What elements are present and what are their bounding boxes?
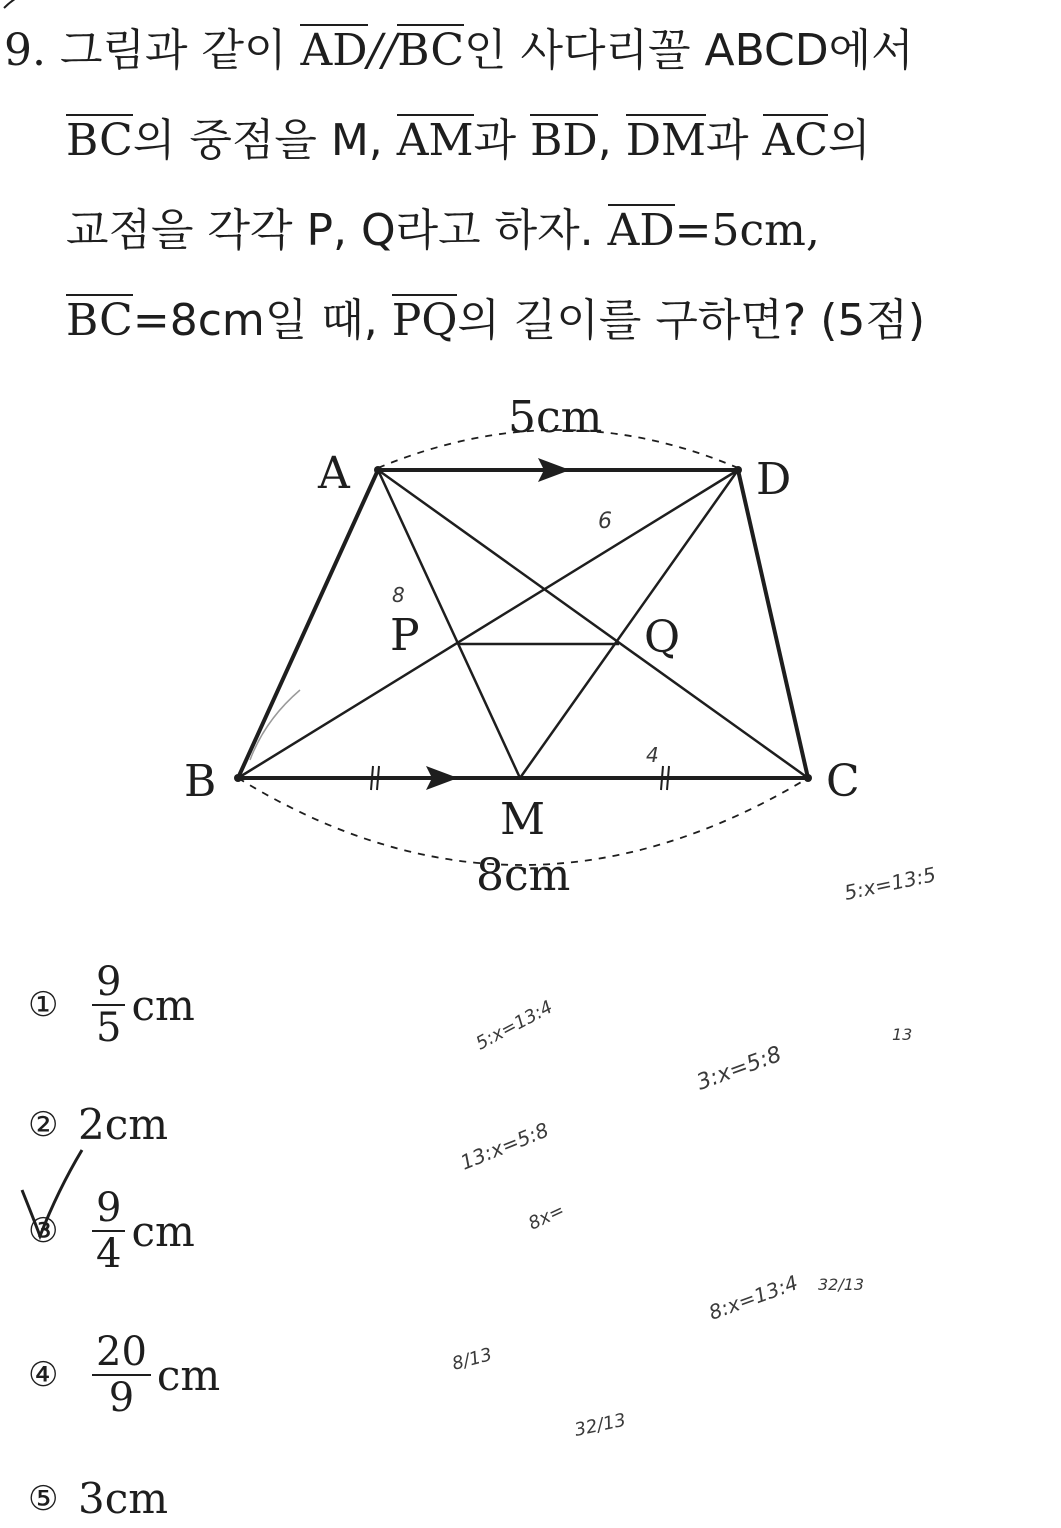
choice-3-number: ③ xyxy=(28,1211,59,1251)
note-1: 5:x=13:5 xyxy=(842,862,938,905)
problem-line-3: 교점을 각각 P, Q라고 하자. AD=5cm, xyxy=(66,205,820,256)
problem-number: 9. xyxy=(4,25,46,76)
label-c: C xyxy=(826,756,860,807)
segment-bc: BC xyxy=(397,25,465,76)
note-9: 8/13 xyxy=(449,1344,495,1375)
scribble-8: 8 xyxy=(392,583,405,607)
note-4: 13:x=5:8 xyxy=(456,1117,553,1175)
choice-4-fraction: $\frac{20}{9}$ xyxy=(92,1330,151,1420)
choice-2-number: ② xyxy=(28,1104,59,1145)
choice-1[interactable]: ① $\frac{9}{5}$ cm xyxy=(28,959,195,1051)
choice-2[interactable]: ② 2cm xyxy=(28,1100,169,1149)
label-m: M xyxy=(500,794,546,845)
note-7: 8:x=13:4 xyxy=(705,1270,802,1325)
label-a: A xyxy=(318,448,350,499)
choice-1-number: ① xyxy=(28,985,59,1025)
label-d: D xyxy=(756,454,792,505)
problem-line-4: BC=8cm일 때, PQ의 길이를 구하면? (5점) xyxy=(66,295,926,346)
note-8: 32/13 xyxy=(818,1275,865,1294)
problem-line-1: 9. 그림과 같이 AD//BC인 사다리꼴 ABCD에서 xyxy=(4,25,914,76)
note-10: 32/13 xyxy=(572,1409,628,1441)
label-q: Q xyxy=(644,612,681,663)
choice-4-number: ④ xyxy=(28,1355,59,1395)
note-2: 5:x=13:4 xyxy=(472,996,557,1055)
note-5: 8x= xyxy=(525,1199,568,1235)
choice-5-number: ⑤ xyxy=(28,1478,59,1519)
bottom-length-label: 8cm xyxy=(476,850,571,901)
segment-ad: AD xyxy=(300,25,368,76)
parallel-symbol: // xyxy=(367,25,398,76)
choice-5[interactable]: ⑤ 3cm xyxy=(28,1474,169,1523)
scribble-6: 6 xyxy=(598,509,612,534)
note-3: 3:x=5:8 xyxy=(693,1041,786,1096)
top-length-label: 5cm xyxy=(508,392,603,443)
note-6: 13 xyxy=(892,1025,913,1044)
scribble-4: 4 xyxy=(646,743,659,767)
label-p: P xyxy=(390,610,420,661)
choice-3[interactable]: ③ $\frac{9}{4}$ cm xyxy=(28,1185,195,1277)
choice-4[interactable]: ④ $\frac{20}{9}$ cm xyxy=(28,1329,221,1421)
choice-3-fraction: $\frac{9}{4}$ xyxy=(92,1186,125,1276)
label-b: B xyxy=(184,756,217,807)
choice-1-fraction: $\frac{9}{5}$ xyxy=(92,960,125,1050)
problem-line-2: BC의 중점을 M, AM과 BD, DM과 AC의 xyxy=(66,115,871,166)
